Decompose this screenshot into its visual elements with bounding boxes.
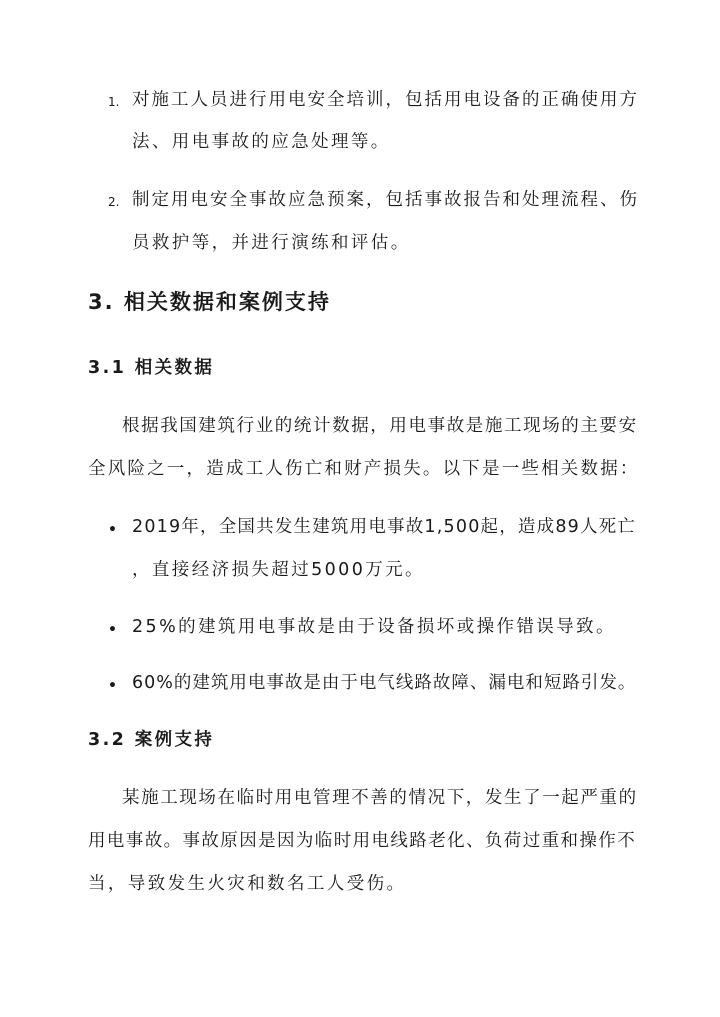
section-3-2-para-line-2: 用电事故。事故原因是因为临时用电线路老化、负荷过重和操作不: [88, 831, 637, 851]
bullet-1-line-1: 2019年，全国共发生建筑用电事故1,500起，造成89人死亡: [132, 517, 637, 537]
bullet-3-line-1: 60%的建筑用电事故是由于电气线路故障、漏电和短路引发。: [132, 673, 637, 693]
list-item-2-number: 2.: [108, 195, 120, 209]
section-3-2-para-line-1: 某施工现场在临时用电管理不善的情况下，发生了一起严重的: [122, 788, 638, 808]
list-item-1-number: 1.: [108, 95, 120, 109]
section-3-1-para-line-1: 根据我国建筑行业的统计数据，用电事故是施工现场的主要安: [122, 416, 638, 436]
list-item-2-line-2: 员救护等，并进行演练和评估。: [132, 233, 411, 253]
list-item-1-line-2: 法、用电事故的应急处理等。: [132, 132, 391, 152]
bullet-1-line-2: ，直接经济损失超过5000万元。: [132, 560, 425, 580]
bullet-2-line-1: 25%的建筑用电事故是由于设备损坏或操作错误导致。: [132, 617, 616, 637]
list-item-1-line-1: 对施工人员进行用电安全培训，包括用电设备的正确使用方: [132, 90, 639, 110]
section-3-2-para-line-3: 当，导致发生火灾和数名工人受伤。: [88, 874, 407, 894]
section-3-1-para-line-2: 全风险之一，造成工人伤亡和财产损失。以下是一些相关数据：: [88, 459, 640, 479]
bullet-dot-3: •: [108, 678, 117, 694]
list-item-2-line-1: 制定用电安全事故应急预案，包括事故报告和处理流程、伤: [132, 190, 639, 210]
bullet-dot-2: •: [108, 622, 117, 638]
section-3-1-heading: 3.1 相关数据: [88, 358, 215, 378]
bullet-dot-1: •: [108, 522, 117, 538]
section-3-heading: 3. 相关数据和案例支持: [88, 290, 331, 314]
section-3-2-heading: 3.2 案例支持: [88, 730, 215, 750]
